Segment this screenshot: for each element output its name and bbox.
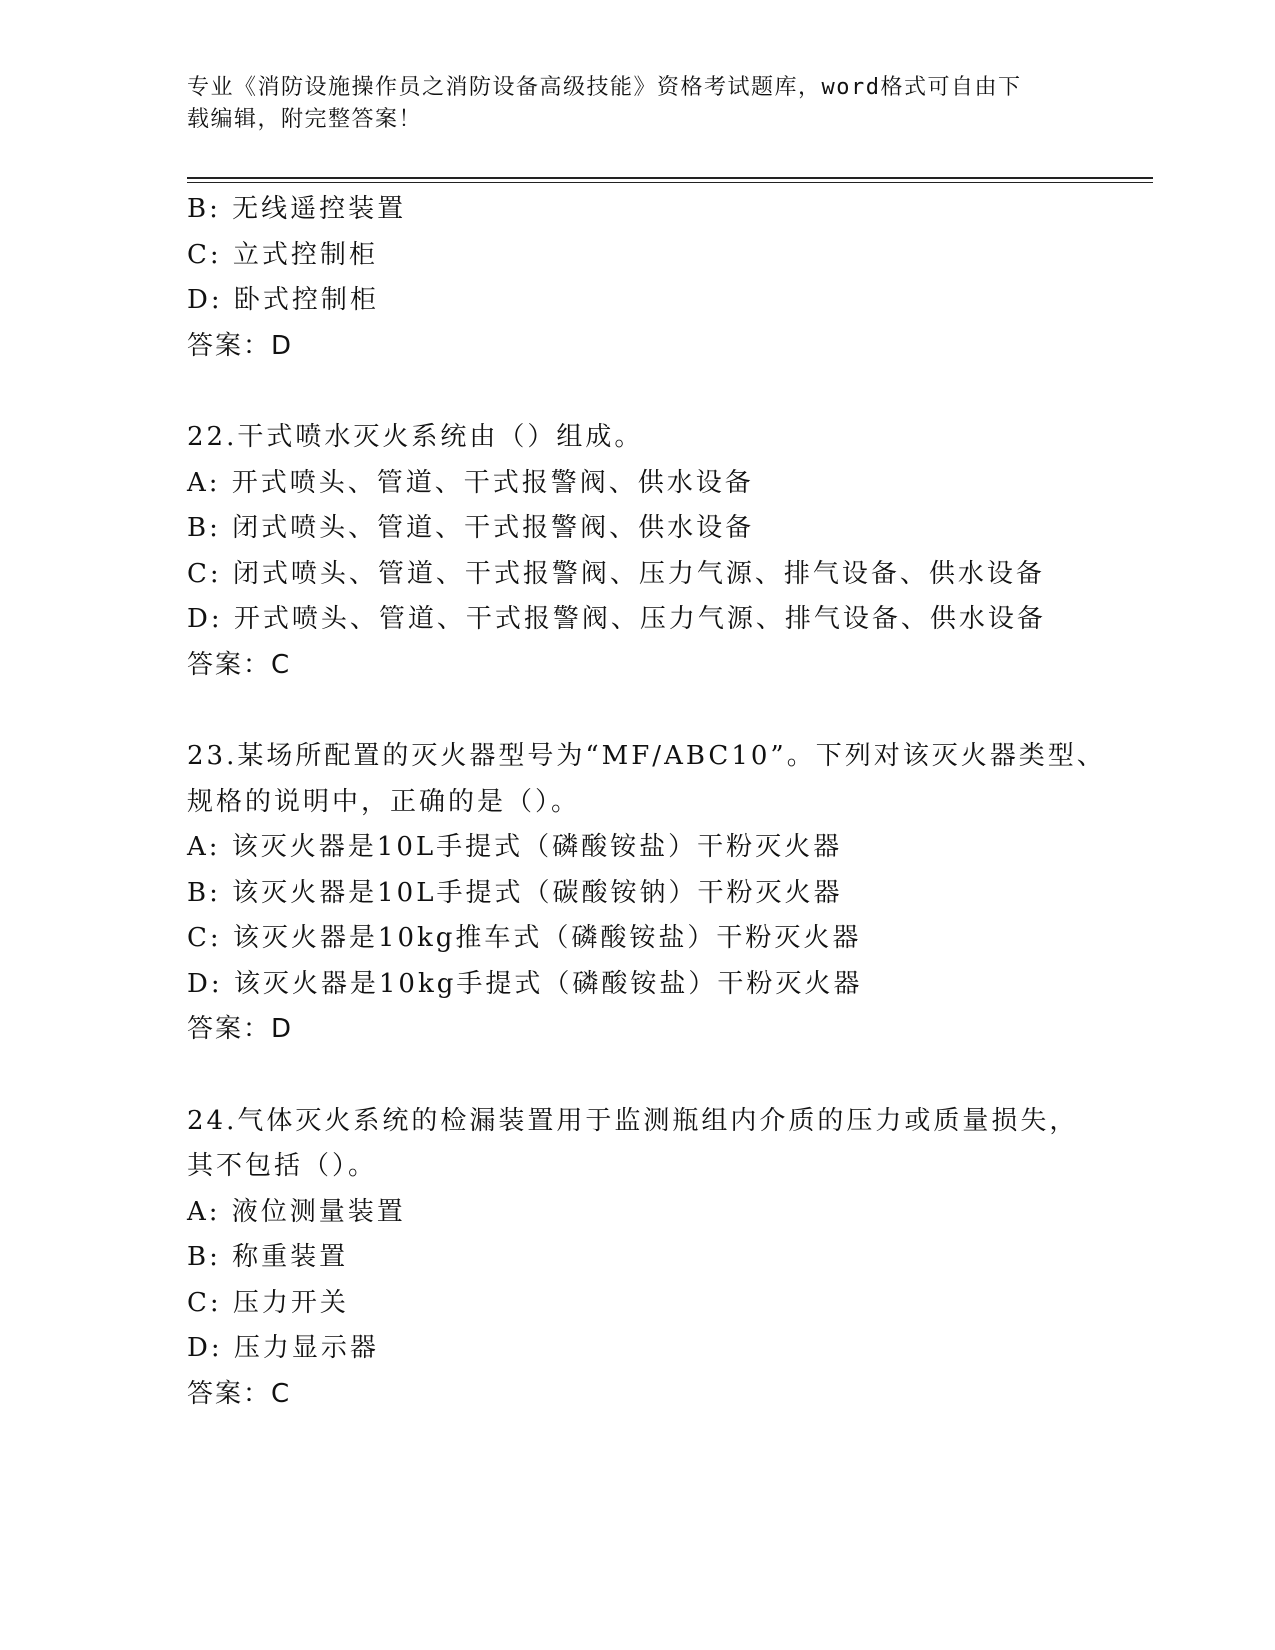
option-b: B: 称重装置: [187, 1242, 349, 1272]
answer-line: 答案：C: [187, 649, 292, 680]
header-line-1: 专业《消防设施操作员之消防设备高级技能》资格考试题库，word格式可自由下: [187, 75, 1022, 100]
option-a: A: 液位测量装置: [187, 1196, 406, 1227]
spacer: [187, 1053, 1087, 1099]
answer-line: 答案：D: [187, 330, 294, 361]
option-d: D: 该灭火器是10kg手提式（磷酸铵盐）干粉灭火器: [187, 968, 863, 999]
option-c: C: 闭式喷头、管道、干式报警阀、压力气源、排气设备、供水设备: [187, 558, 1045, 589]
spacer: [187, 369, 1087, 415]
answer-line: 答案：D: [187, 1014, 294, 1044]
question-stem-line-2: 其不包括（）。: [187, 1151, 378, 1181]
option-c: C: 压力开关: [187, 1287, 349, 1318]
option-c: C: 该灭火器是10kg推车式（磷酸铵盐）干粉灭火器: [187, 923, 862, 953]
header-line-2: 载编辑，附完整答案！: [187, 107, 423, 132]
header-divider-thick: [187, 177, 1153, 179]
document-header: [187, 72, 1067, 136]
question-stem-line-1: 23.某场所配置的灭火器型号为“MF/ABC10”。下列对该灭火器类型、: [187, 741, 1106, 771]
option-b: B: 该灭火器是10L手提式（碳酸铵钠）干粉灭火器: [187, 877, 843, 908]
question-24: [187, 1099, 1087, 1418]
option-b: B: 无线遥控装置: [187, 194, 407, 224]
question-23: [187, 734, 1106, 1053]
question-stem-line-2: 规格的说明中，正确的是（）。: [187, 786, 581, 817]
answer-line: 答案：C: [187, 1378, 292, 1409]
question-stem-line-1: 24.气体灭火系统的检漏装置用于监测瓶组内介质的压力或质量损失，: [187, 1105, 1079, 1136]
option-b: B: 闭式喷头、管道、干式报警阀、供水设备: [187, 513, 755, 543]
question-22: [187, 415, 1087, 688]
spacer: [187, 688, 1087, 734]
question-21-continued: [187, 187, 1087, 369]
option-d: D: 压力显示器: [187, 1333, 379, 1363]
option-d: D: 卧式控制柜: [187, 285, 379, 315]
option-c: C: 立式控制柜: [187, 239, 378, 270]
option-d: D: 开式喷头、管道、干式报警阀、压力气源、排气设备、供水设备: [187, 604, 1046, 634]
option-a: A: 开式喷头、管道、干式报警阀、供水设备: [187, 467, 754, 498]
question-list: [187, 187, 1106, 1417]
option-a: A: 该灭火器是10L手提式（磷酸铵盐）干粉灭火器: [187, 832, 843, 862]
question-stem: 22.干式喷水灭火系统由（）组成。: [187, 422, 644, 452]
header-divider-thin: [187, 182, 1153, 183]
